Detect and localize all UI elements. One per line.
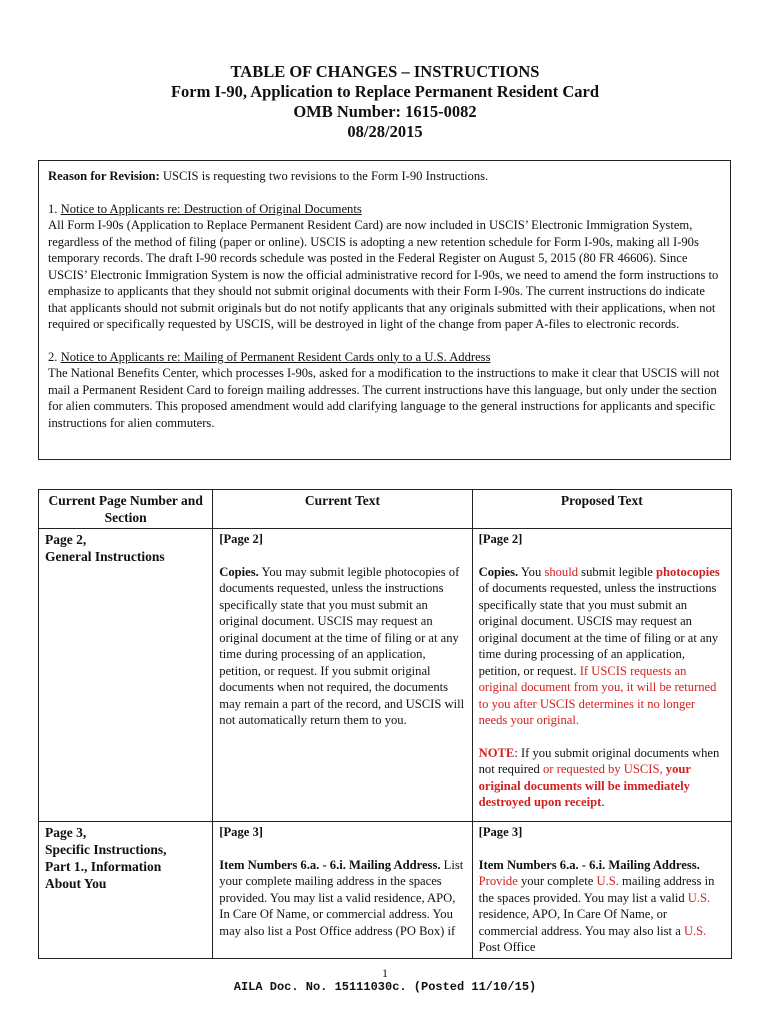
text-span: your complete: [517, 874, 597, 888]
row-1-proposed-page: [Page 2]: [478, 532, 523, 546]
text-span: residence, APO, In Care Of Name, or commercial address. You may also list a: [478, 907, 684, 938]
row-1-note: [479, 745, 725, 811]
row-2-section: Page 3, Specific Instructions, Part 1., Information About You: [39, 822, 213, 959]
title-line-3: OMB Number: 1615-0082: [293, 102, 477, 121]
item-1-number: 1.: [48, 201, 61, 216]
row-2-proposed: [472, 822, 731, 959]
item-1-heading: [48, 201, 722, 218]
note-label: NOTE: [478, 745, 515, 760]
title-line-2: Form I-90, Application to Replace Permanent Resident Card: [170, 82, 600, 101]
item-2-title: Notice to Applicants re: Mailing of Permanent Resident Cards only to a U.S. Address: [60, 349, 491, 364]
row-2-current: [213, 822, 472, 959]
copies-label: Copies.: [478, 564, 519, 579]
row-1-current-copies: [219, 564, 465, 729]
title-line-4: 08/28/2015: [347, 122, 423, 141]
row-1-current-page: [Page 2]: [219, 532, 263, 546]
mailing-label: Item Numbers 6.a. - 6.i. Mailing Address.: [478, 857, 700, 872]
text-span: .: [601, 795, 605, 809]
added-text: U.S.: [683, 923, 707, 938]
item-1-title: Notice to Applicants re: Destruction of Original Documents: [60, 201, 362, 216]
text-span: Post Office: [478, 940, 536, 954]
row-1-proposed-copies: [479, 564, 725, 729]
document-title: [0, 62, 770, 142]
text-span: mailing address in the spaces provided. You may list a valid: [478, 874, 715, 905]
reason-summary: [48, 168, 722, 185]
row-2-current-page: [Page 3]: [219, 825, 263, 839]
text-span: You: [518, 564, 545, 579]
row-2-proposed-page: [Page 3]: [478, 825, 523, 839]
row-1-current: [213, 529, 472, 822]
header-proposed-text: Proposed Text: [472, 490, 731, 529]
added-text: U.S.: [596, 874, 619, 888]
copies-label: Copies.: [219, 564, 259, 579]
added-text: If USCIS requests an original document from you, it will be returned to you after USCIS determines it no longer needs your original.: [478, 663, 717, 727]
added-text: Provide: [478, 874, 518, 888]
reason-text: USCIS is requesting two revisions to the Form I-90 Instructions.: [159, 169, 489, 183]
text-span: of documents requested, unless the instructions specifically state that you must submit an original document. USCIS may request an original document at the time of filing or at any time during processing of an application, petition, or request.: [478, 581, 719, 678]
mailing-text: List your complete mailing address in the spaces provided. You may list a valid residence, APO, In Care Of Name, or commercial address. You may also list a Post Office address (PO Box) if: [219, 857, 464, 938]
page-footer: [0, 966, 770, 994]
row-1-section: Page 2, General Instructions: [39, 529, 213, 822]
row-2-current-mailing: [219, 857, 465, 940]
aila-doc-number: AILA Doc. No. 15111030c. (Posted 11/10/15): [233, 980, 537, 994]
text-span: : If you submit original documents when not required: [478, 745, 720, 776]
page-number: 1: [382, 966, 388, 980]
table-row: [39, 822, 732, 959]
reason-for-revision-box: [38, 160, 731, 460]
item-2-number: 2.: [48, 349, 61, 364]
header-current-text: Current Text: [213, 490, 472, 529]
changes-table: [38, 489, 732, 959]
added-text: your original documents will be immediately destroyed upon receipt: [478, 762, 691, 809]
added-text: U.S.: [687, 890, 711, 905]
table-row: [39, 529, 732, 822]
item-2-body: The National Benefits Center, which processes I-90s, asked for a modification to the instructions to make it clear that USCIS will not mail a Permanent Resident Card to foreign mailing addresses. The current instructions have this language, but only under the section for alien commuters. This proposed amendment would add clarifying language to the general instructions for applicants and specific instructions for alien commuters.: [48, 366, 720, 430]
row-1-proposed: [472, 529, 731, 822]
copies-text: You may submit legible photocopies of documents requested, unless the instructions specifically state that you must submit an original document. USCIS may request an original document at the time of filing or at any time during processing of an application, petition, or request. If you submit original documents when not required, the documents may remain a part of the record, and USCIS will not automatically return them to you.: [219, 564, 465, 727]
text-span: submit legible: [578, 564, 657, 579]
title-line-1: TABLE OF CHANGES – INSTRUCTIONS: [230, 62, 540, 81]
reason-label: Reason for Revision:: [48, 169, 160, 183]
row-2-proposed-mailing: [479, 857, 725, 956]
added-text: should: [544, 564, 579, 579]
added-text: or requested by USCIS,: [542, 762, 663, 776]
item-2-heading: [48, 349, 722, 366]
added-text: photocopies: [656, 564, 720, 579]
item-1-body: All Form I-90s (Application to Replace Permanent Resident Card) are now included in USCIS’ Electronic Immigration System, regardless of the method of filing (paper or online). USCIS is adopting a new retention schedule for Form I-90s, making all I-90s temporary records. The draft I-90 records schedule was posted in the Federal Register on August 5, 2015 (80 FR 46606). Since USCIS’ Electronic Immigration System is now the official administrative record for I-90s, we need to amend the form instructions to emphasize to applicants that they should not submit original documents with their Form I-90s. The current instructions do indicate that applicants should not submit originals but do not notify applicants that any originals submitted with their applications, when not required or specifically requested by USCIS, will be destroyed in light of the change from paper A-files to electronic records.: [48, 218, 719, 331]
table-header-row: [39, 490, 732, 529]
mailing-label: Item Numbers 6.a. - 6.i. Mailing Address.: [219, 857, 441, 872]
header-section: Current Page Number and Section: [39, 490, 213, 529]
